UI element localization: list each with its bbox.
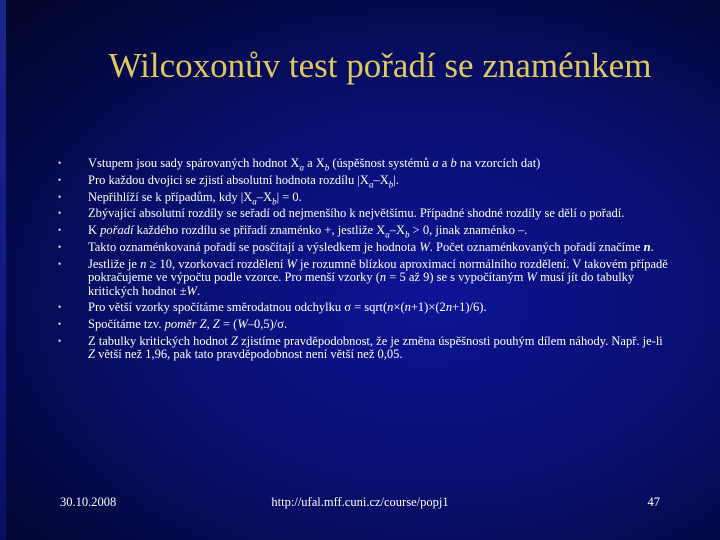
bullet-item (58, 318, 668, 331)
bullet-item (58, 301, 668, 314)
slide-title: Wilcoxonův test pořadí se znaménkem (108, 46, 652, 85)
bullet-marker: • (58, 241, 62, 252)
bullet-text: Pro větší vzorky spočítáme směrodatnou odchylku σ = sqrt(n×(n+1)×(2n+1)/6). (88, 300, 487, 315)
bullet-text: Pro každou dvojici se zjistí absolutní hodnota rozdílu $|X_a-X_b|$. (88, 172, 399, 190)
bullet-list (58, 157, 668, 365)
bullet-marker: • (58, 191, 62, 202)
bullet-marker: • (58, 158, 62, 168)
bullet-item (58, 335, 668, 362)
bullet-item (58, 189, 668, 207)
bullet-text: Nepřihlíží se k případům, kdy $|X_a-X_b| = 0$. (88, 189, 302, 207)
bullet-text: K pořadí každého rozdílu se přiřadí znaménko +, jestliže $X_a-X_b > 0$, jinak znaménko –. (88, 223, 528, 240)
bullet-text: Spočítáme tzv. poměr Z, Z = (W–0,5)/σ. (88, 317, 288, 332)
bullet-marker: • (58, 258, 62, 269)
bullet-item (58, 172, 668, 190)
footer-page-number: 47 (647, 495, 660, 509)
bullet-marker: • (58, 302, 62, 313)
bullet-marker: • (58, 225, 62, 236)
bullet-text: Z tabulky kritických hodnot Z zjistíme pravděpodobnost, že je změna úspěšnosti pouhým dílem náhody. Např. je-li Z větší než 1,96, pak tato pravděpodobnost není větší než 0,05. (88, 333, 663, 362)
bullet-marker: • (58, 174, 62, 185)
footer-date: 30.10.2008 (60, 495, 117, 509)
bullet-text: Takto oznaménkovaná pořadí se posčítají a výsledkem je hodnota W. Počet oznaménkovaných pořadí značíme n. (88, 239, 654, 254)
bullet-marker: • (58, 335, 62, 346)
accent-line (0, 0, 6, 540)
bullet-marker: • (58, 208, 62, 219)
bullet-text: Zbývající absolutní rozdíly se seřadí od nejmenšího k největšímu. Případné shodné rozdíly se dělí o pořadí. (88, 206, 625, 221)
bullet-item (58, 258, 668, 298)
bullet-item (58, 241, 668, 254)
bullet-item (58, 223, 668, 240)
footer-url: http://ufal.mff.cuni.cz/course/popj1 (271, 495, 449, 509)
bullet-text: Jestliže je n ≥ 10, vzorkovací rozdělení W je rozumně blízkou aproximací normálního rozdělení. V takovém případě pokračujeme ve výpočtu podle vzorce. Pro menší vzorky (n = 5 až 9) se s vypočítaným W musí jít do tabulky kritických hodnot ±W. (88, 256, 668, 298)
bullet-marker: • (58, 319, 62, 330)
bullet-item (58, 207, 668, 220)
bullet-item (58, 156, 668, 173)
bullet-text: Vstupem jsou sady spárovaných hodnot $X_a$ a $X_b$ (úspěšnost systémů a a b na vzorcích dat) (88, 156, 541, 173)
